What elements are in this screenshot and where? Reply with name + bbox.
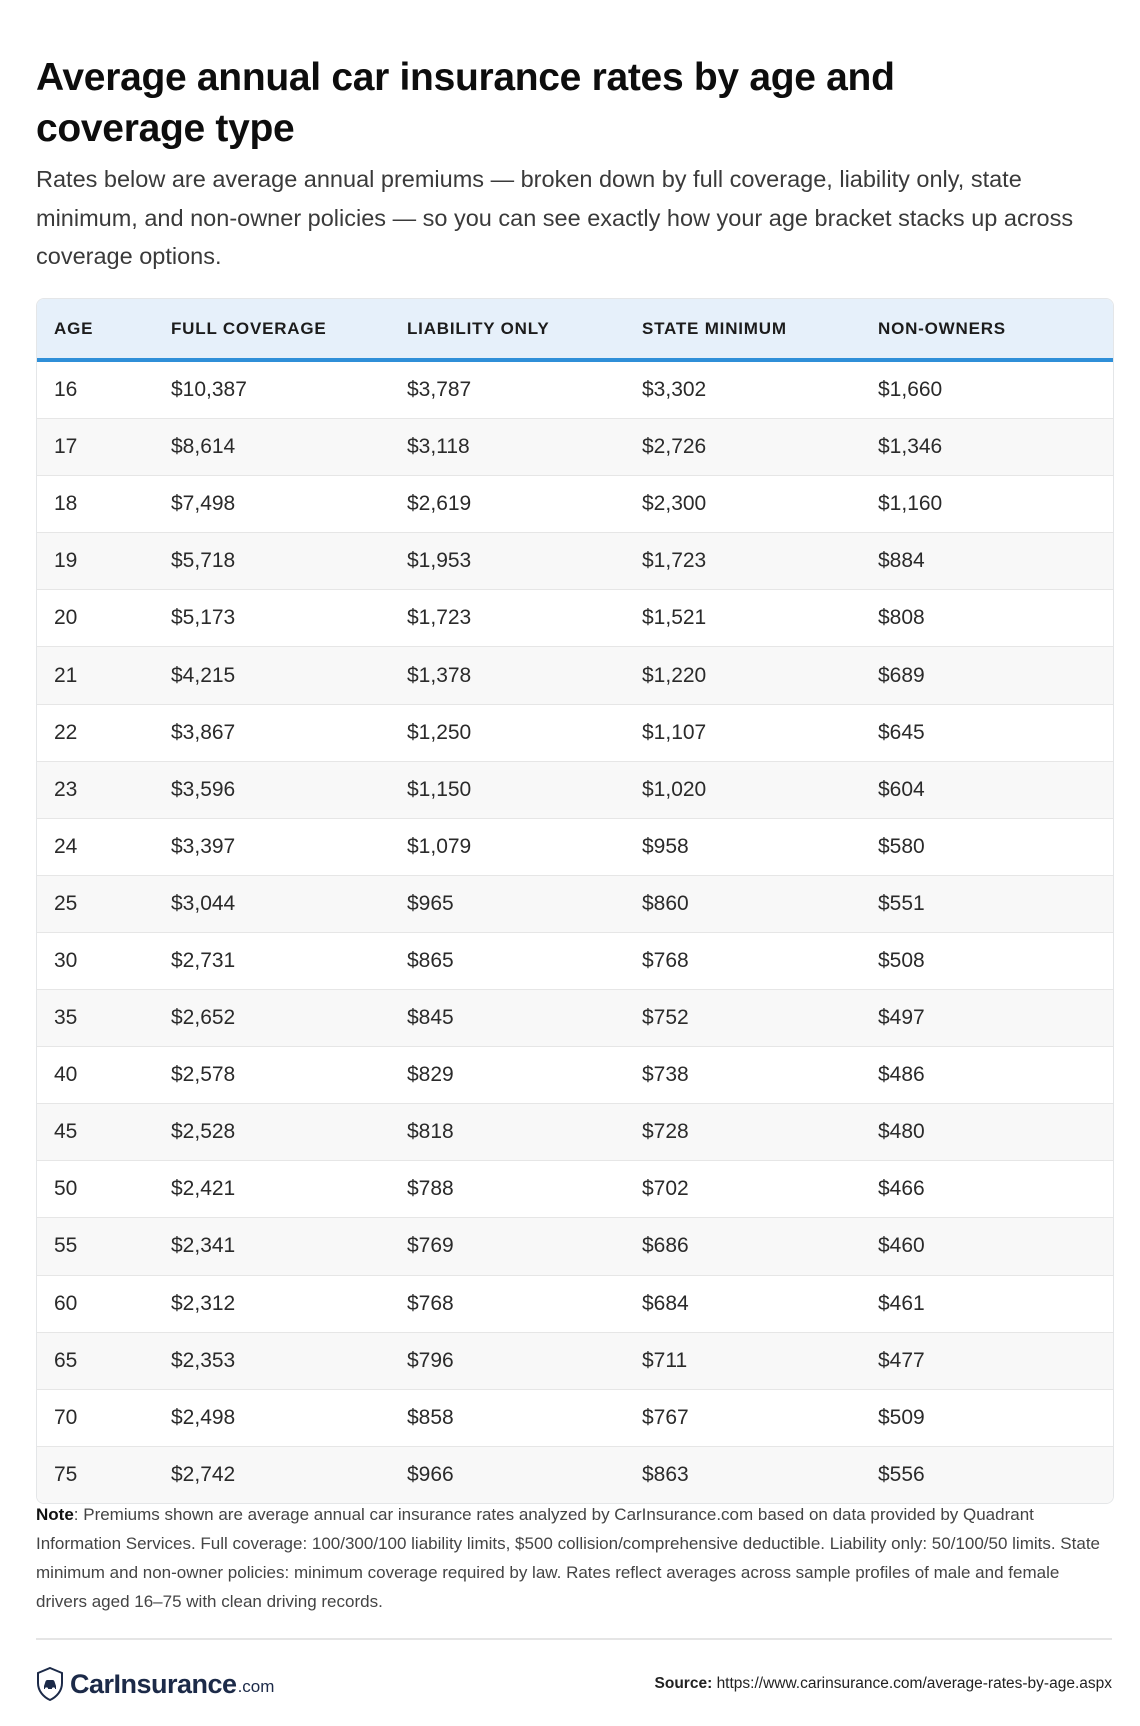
cell-age: 75	[54, 1462, 78, 1486]
cell-liability-only: $818	[407, 1120, 454, 1144]
cell-full-coverage: $4,215	[171, 663, 236, 687]
cell-state-minimum: $684	[642, 1291, 689, 1315]
cell-full-coverage: $2,528	[171, 1120, 236, 1144]
cell-state-minimum: $3,302	[642, 378, 707, 402]
cell-non-owners: $466	[878, 1177, 925, 1201]
cell-non-owners: $645	[878, 720, 925, 744]
cell-full-coverage: $2,353	[171, 1348, 236, 1372]
cell-non-owners: $808	[878, 606, 925, 630]
cell-state-minimum: $1,020	[642, 777, 707, 801]
cell-state-minimum: $767	[642, 1405, 689, 1429]
table-body	[37, 362, 1113, 1503]
cell-age: 22	[54, 720, 78, 744]
cell-state-minimum: $1,107	[642, 720, 707, 744]
cell-non-owners: $509	[878, 1405, 925, 1429]
cell-full-coverage: $7,498	[171, 492, 236, 516]
source-label: Source:	[654, 1675, 713, 1692]
cell-state-minimum: $860	[642, 891, 689, 915]
cell-full-coverage: $2,341	[171, 1234, 236, 1258]
column-header-liability-only: LIABILITY ONLY	[407, 318, 550, 338]
cell-state-minimum: $1,220	[642, 663, 707, 687]
cell-age: 30	[54, 948, 78, 972]
column-header-age: AGE	[54, 318, 94, 338]
cell-full-coverage: $3,397	[171, 834, 236, 858]
cell-state-minimum: $686	[642, 1234, 689, 1258]
cell-age: 23	[54, 777, 78, 801]
page-subtitle: Rates below are average annual premiums — broken down by full coverage, liability only, state minimum, and non-owner policies — so you can see exactly how your age bracket stacks up across coverage options.	[36, 166, 1074, 269]
cell-age: 65	[54, 1348, 78, 1372]
cell-age: 18	[54, 492, 78, 516]
cell-state-minimum: $738	[642, 1063, 689, 1087]
note-label: Note	[36, 1505, 74, 1524]
table-row	[37, 1390, 1113, 1447]
table-row	[37, 990, 1113, 1047]
cell-liability-only: $1,150	[407, 777, 472, 801]
cell-non-owners: $1,160	[878, 492, 943, 516]
table-row	[37, 590, 1113, 647]
cell-full-coverage: $2,578	[171, 1063, 236, 1087]
brand-name: CarInsurance	[70, 1668, 237, 1699]
brand-logo[interactable]	[36, 1667, 274, 1701]
table-row	[37, 1218, 1113, 1275]
source-citation	[655, 1675, 1112, 1693]
cell-age: 70	[54, 1405, 78, 1429]
cell-liability-only: $769	[407, 1234, 454, 1258]
cell-age: 40	[54, 1063, 78, 1087]
cell-state-minimum: $768	[642, 948, 689, 972]
table-row	[37, 876, 1113, 933]
cell-age: 16	[54, 378, 78, 402]
cell-non-owners: $689	[878, 663, 925, 687]
cell-non-owners: $580	[878, 834, 925, 858]
cell-liability-only: $865	[407, 948, 454, 972]
column-header-non-owners: NON-OWNERS	[878, 318, 1006, 338]
table-row	[37, 419, 1113, 476]
cell-full-coverage: $8,614	[171, 435, 236, 459]
table-row	[37, 1161, 1113, 1218]
cell-non-owners: $486	[878, 1063, 925, 1087]
column-header-state-minimum: STATE MINIMUM	[642, 318, 787, 338]
cell-non-owners: $556	[878, 1462, 925, 1486]
cell-full-coverage: $5,718	[171, 549, 236, 573]
cell-state-minimum: $2,726	[642, 435, 707, 459]
cell-liability-only: $796	[407, 1348, 454, 1372]
cell-age: 17	[54, 435, 78, 459]
table-row	[37, 1333, 1113, 1390]
cell-age: 25	[54, 891, 78, 915]
page-title: Average annual car insurance rates by age and coverage type	[36, 56, 895, 150]
table-header	[37, 299, 1113, 362]
column-header-full-coverage: FULL COVERAGE	[171, 318, 327, 338]
table-row	[37, 762, 1113, 819]
table-row	[37, 1104, 1113, 1161]
cell-non-owners: $551	[878, 891, 925, 915]
cell-liability-only: $966	[407, 1462, 454, 1486]
cell-liability-only: $845	[407, 1006, 454, 1030]
table-row	[37, 476, 1113, 533]
cell-non-owners: $460	[878, 1234, 925, 1258]
cell-age: 21	[54, 663, 78, 687]
table-row	[37, 1276, 1113, 1333]
cell-liability-only: $829	[407, 1063, 454, 1087]
cell-non-owners: $480	[878, 1120, 925, 1144]
cell-age: 24	[54, 834, 78, 858]
cell-age: 35	[54, 1006, 78, 1030]
cell-liability-only: $3,118	[407, 435, 470, 459]
cell-age: 50	[54, 1177, 78, 1201]
cell-non-owners: $1,346	[878, 435, 943, 459]
divider	[36, 1638, 1112, 1640]
cell-full-coverage: $3,867	[171, 720, 236, 744]
cell-non-owners: $461	[878, 1291, 925, 1315]
cell-liability-only: $1,250	[407, 720, 472, 744]
table-row	[37, 705, 1113, 762]
cell-liability-only: $1,723	[407, 606, 472, 630]
cell-state-minimum: $2,300	[642, 492, 707, 516]
shield-car-icon	[36, 1667, 64, 1701]
rates-table	[36, 298, 1114, 1504]
note-text: : Premiums shown are average annual car insurance rates analyzed by CarInsurance.com based on data provided by Quadrant Information Services. Full coverage: 100/300/100 liability limits, $500 collision/comprehensive deductible. Liability only: 50/100/50 limits. State minimum and non-owner policies: minimum coverage required by law. Rates reflect averages across sample profiles of male and female drivers aged 16–75 with clean driving records.	[36, 1505, 1101, 1611]
cell-full-coverage: $2,421	[171, 1177, 236, 1201]
cell-state-minimum: $711	[642, 1348, 688, 1372]
table-row	[37, 1047, 1113, 1104]
source-link[interactable]: https://www.carinsurance.com/average-rates-by-age.aspx	[716, 1675, 1112, 1692]
cell-non-owners: $497	[878, 1006, 925, 1030]
cell-liability-only: $2,619	[407, 492, 472, 516]
cell-full-coverage: $5,173	[171, 606, 236, 630]
cell-non-owners: $508	[878, 948, 925, 972]
cell-full-coverage: $2,498	[171, 1405, 236, 1429]
table-row	[37, 362, 1113, 419]
cell-liability-only: $858	[407, 1405, 454, 1429]
cell-full-coverage: $3,044	[171, 891, 236, 915]
footer	[36, 1662, 1112, 1706]
cell-state-minimum: $958	[642, 834, 689, 858]
cell-liability-only: $965	[407, 891, 454, 915]
cell-non-owners: $1,660	[878, 378, 943, 402]
brand-tld: .com	[237, 1677, 275, 1696]
cell-age: 19	[54, 549, 78, 573]
cell-liability-only: $768	[407, 1291, 454, 1315]
cell-age: 60	[54, 1291, 78, 1315]
cell-full-coverage: $3,596	[171, 777, 236, 801]
cell-state-minimum: $863	[642, 1462, 689, 1486]
cell-age: 45	[54, 1120, 78, 1144]
cell-full-coverage: $2,652	[171, 1006, 236, 1030]
table-row	[37, 933, 1113, 990]
cell-state-minimum: $1,521	[642, 606, 707, 630]
table-row	[37, 1447, 1113, 1503]
cell-full-coverage: $2,731	[171, 948, 236, 972]
cell-non-owners: $604	[878, 777, 925, 801]
cell-state-minimum: $702	[642, 1177, 689, 1201]
cell-state-minimum: $728	[642, 1120, 689, 1144]
cell-age: 55	[54, 1234, 78, 1258]
cell-age: 20	[54, 606, 78, 630]
cell-state-minimum: $752	[642, 1006, 689, 1030]
cell-non-owners: $477	[878, 1348, 925, 1372]
cell-liability-only: $3,787	[407, 378, 472, 402]
footnote	[36, 1500, 1114, 1616]
cell-liability-only: $1,953	[407, 549, 472, 573]
table-row	[37, 533, 1113, 590]
cell-liability-only: $1,079	[407, 834, 472, 858]
table-row	[37, 819, 1113, 876]
table-row	[37, 647, 1113, 704]
cell-state-minimum: $1,723	[642, 549, 707, 573]
cell-liability-only: $1,378	[407, 663, 472, 687]
cell-full-coverage: $2,742	[171, 1462, 236, 1486]
cell-full-coverage: $2,312	[171, 1291, 236, 1315]
cell-non-owners: $884	[878, 549, 925, 573]
cell-liability-only: $788	[407, 1177, 454, 1201]
cell-full-coverage: $10,387	[171, 378, 247, 402]
